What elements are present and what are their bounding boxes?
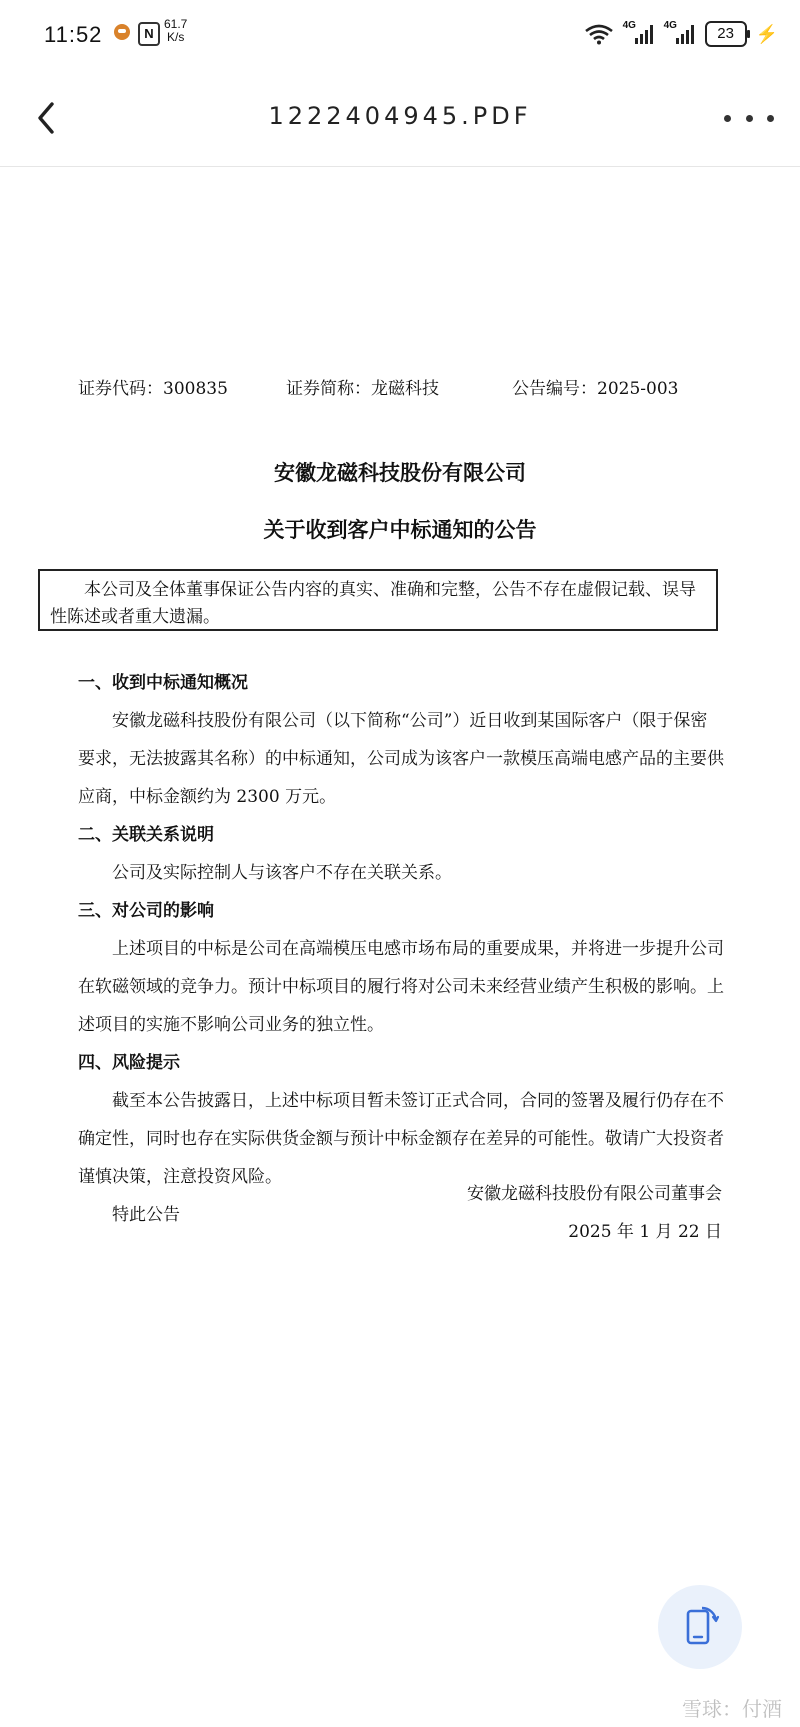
more-options-button[interactable] [724,106,774,130]
more-dot [767,115,774,122]
section-paragraph: 安徽龙磁科技股份有限公司（以下简称“公司”）近日收到某国际客户（限于保密要求，无法披露其名称）的中标通知，公司成为该客户一款模压高端电感产品的主要供应商，中标金额约为 2300 万元。 [78,711,724,807]
app-bar [0,70,800,167]
disclaimer-box [38,569,718,631]
more-dot [724,115,731,122]
section-paragraph: 公司及实际控制人与该客户不存在关联关系。 [112,863,452,883]
signal-sim1-label: 4G [622,20,636,31]
announcement-title: 关于收到客户中标通知的公告 [263,518,537,542]
more-dot [746,115,753,122]
document-title: 1222404945.PDF [268,102,532,130]
announcement-date: 2025 年 1 月 22 日 [568,1222,722,1242]
network-speed-unit: K/s [167,30,185,44]
stock-abbreviation: 证券简称：龙磁科技 [286,379,439,399]
stock-code: 证券代码：300835 [78,379,228,399]
section-heading: 二、关联关系说明 [78,825,214,845]
company-name: 安徽龙磁科技股份有限公司 [274,461,526,485]
section-paragraph: 上述项目的中标是公司在高端模压电感市场布局的重要成果，并将进一步提升公司在软磁领域的竞争力。预计中标项目的履行将对公司未来经营业绩产生积极的影响。上述项目的实施不影响公司业务的独立性。 [78,939,724,1035]
watermark: 雪球：付酒 [682,1697,782,1721]
status-right-group [584,20,778,48]
announcement-number: 公告编号：2025-003 [512,379,679,399]
network-speed [164,18,187,44]
status-bar [0,0,800,70]
section-paragraph: 截至本公告披露日，上述中标项目暂未签订正式合同，合同的签署及履行仍存在不确定性，同时也存在实际供货金额与预计中标金额存在差异的可能性。敬请广大投资者谨慎决策，注意投资风险。 [78,1091,724,1187]
battery-icon: 23 [705,21,747,47]
signal-sim2-icon [664,22,696,46]
disclaimer-text: 本公司及全体董事保证公告内容的真实、准确和完整，公告不存在虚假记载、误导性陈述或者重大遗漏。 [50,580,696,627]
nfc-icon: N [138,22,160,46]
phone-switch-icon [680,1605,720,1649]
pdf-page[interactable] [0,167,800,1727]
signature: 安徽龙磁科技股份有限公司董事会 [467,1184,722,1204]
wifi-icon [584,23,614,45]
section-heading: 四、风险提示 [78,1053,180,1073]
floating-action-button[interactable] [658,1585,742,1669]
signal-sim2-label: 4G [663,20,677,31]
section-heading: 一、收到中标通知概况 [78,673,248,693]
network-speed-value: 61.7 [164,17,188,31]
signature-block [467,1175,722,1251]
status-time: 11:52 [44,22,103,47]
closing-line: 特此公告 [112,1205,180,1225]
charging-bolt-icon: ⚡ [755,23,778,44]
section-heading: 三、对公司的影响 [78,901,214,921]
signal-sim1-icon [623,22,655,46]
app-notification-icon [114,24,130,40]
announcement-body [78,664,724,1234]
